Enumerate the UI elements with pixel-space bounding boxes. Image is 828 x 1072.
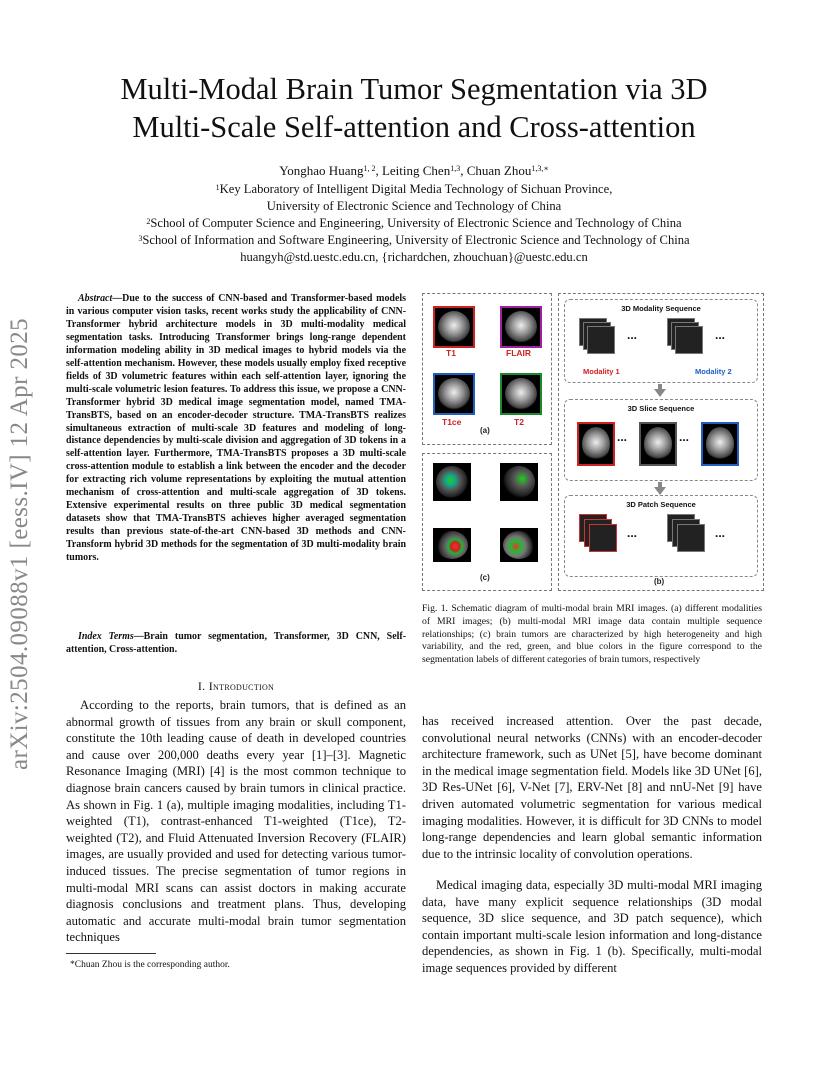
index-terms-label: Index Terms: [78, 631, 134, 642]
ellipsis-5: ...: [627, 526, 638, 540]
modality-2-stack: [667, 318, 705, 356]
author-emails: huangyh@std.uestc.edu.cn, {richardchen, zhouchuan}@uestc.edu.cn: [240, 250, 588, 264]
figure-caption: Fig. 1. Schematic diagram of multi-modal brain MRI images. (a) different modalities of MRI images; (b) multi-modal MRI image data contain multiple sequence relationships; (c) brain tumors are characterized by high heterogeneity and high variability, and the red, green, and blue colors in the figure correspond to the segmentation labels of different categories of brain tumors, respectively: [422, 603, 762, 666]
abstract-label: Abstract: [78, 293, 113, 304]
aff2-sup: 2: [146, 217, 151, 226]
panel-c-label: (c): [480, 573, 490, 582]
intro-paragraph-left: According to the reports, brain tumors, that is defined as an abnormal growth of tissues from any brain or skull component, constitute the 10th leading cause of death in developed countries and cause over 200,000 deaths every year [1]–[3]. Magnetic Resonance Imaging (MRI) [4] is the most common technique to diagnose brain cancers caused by brain tumors in clinical practice. As shown in Fig. 1 (a), multiple imaging modalities, including T1-weighted (T1), contrast-enhanced T1-weighted (T1ce), T2-weighted (T2), and Fluid Attenuated Inversion Recovery (FLAIR) images, are usually provided and used for detecting various tumor-induced tissues. The precise segmentation of tumor regions in multi-modal MRI scans can assist doctors in making accurate diagnosis conclusions and treatment plans. Thus, developing automatic and accurate multi-modal brain tumor segmentation techniques: [66, 698, 406, 945]
index-terms: [66, 631, 406, 657]
paper-title: [60, 70, 768, 146]
figure-1: [422, 293, 764, 593]
affiliation-2: [40, 215, 788, 232]
patch-sequence-title: 3D Patch Sequence: [626, 500, 696, 509]
modality-sequence-box: [564, 299, 758, 383]
author-3-sup: 1,3,∗: [531, 164, 549, 173]
t2-image: [500, 373, 542, 415]
ellipsis-2: ...: [715, 328, 726, 342]
t2-label: T2: [514, 417, 524, 427]
t1ce-image: [433, 373, 475, 415]
aff3-sup: 3: [138, 234, 143, 243]
author-3: Chuan Zhou: [466, 163, 532, 178]
ellipsis-4: ...: [679, 430, 690, 444]
modality-1-label: Modality 1: [583, 367, 620, 376]
title-line-2: Multi-Scale Self-attention and Cross-attention: [132, 110, 696, 144]
aff1-sup: 1: [215, 183, 220, 192]
tumor-image-2: [500, 463, 538, 501]
t1-image: [433, 306, 475, 348]
author-1: Yonghao Huang: [279, 163, 364, 178]
affiliation-1-line-2: University of Electronic Science and Technology of China: [266, 199, 562, 213]
slice-sequence-title: 3D Slice Sequence: [627, 404, 695, 413]
panel-a-label: (a): [480, 426, 490, 435]
intro-paragraph-right-2: Medical imaging data, especially 3D multi-modal MRI imaging data, have many explicit sequence relationships (3D modal sequence, 3D slice sequence, and 3D patch sequence), which contain important multi-scale lesion information and long-distance dependencies, as shown in Fig. 1 (b). Specifically, multi-modal image sequences provided by different: [422, 878, 762, 975]
ellipsis-1: ...: [627, 328, 638, 342]
affiliation-1: [40, 181, 788, 198]
affiliation-3: [40, 232, 788, 249]
author-2: Leiting Chen: [381, 163, 451, 178]
modality-1-stack: [579, 318, 617, 356]
index-terms-text: —Brain tumor segmentation, Transformer, 3D CNN, Self-attention, Cross-attention.: [66, 631, 406, 655]
tumor-image-1: [433, 463, 471, 501]
ellipsis-3: ...: [617, 430, 628, 444]
patch-stack-1: [579, 514, 617, 552]
footnote-rule: [66, 953, 156, 954]
flair-label: FLAIR: [506, 348, 532, 358]
aff3-text: School of Information and Software Engineering, University of Electronic Science and Technology of China: [142, 233, 690, 247]
modality-2-label: Modality 2: [695, 367, 732, 376]
tumor-image-4: [500, 528, 538, 562]
panel-b-label: (b): [654, 577, 665, 586]
footnote: *Chuan Zhou is the corresponding author.: [70, 960, 230, 970]
abstract-text: —Due to the success of CNN-based and Transformer-based models in various computer vision tasks, recent works study the applicability of CNN-Transformer hybrid architecture models in 3D multi-modality medical segmentation tasks. Introducing Transformer brings long-range dependent information modeling ability in 3D medical images to hybrid models via the self-attention mechanism. However, these models usually employ fixed receptive fields of 3D volumetric features within each self-attention layer, ignoring the multi-scale volumetric lesion features. To address this issue, we propose a CNN-Transformer hybrid 3D medical image segmentation model, named TMA-TransBTS, based on an encoder-decoder structure. TMA-TransBTS realizes simultaneous extraction of multi-scale 3D features and modeling of long-distance dependencies by multi-scale division and aggregation of 3D tokens in a self-attention layer. Furthermore, TMA-TransBTS proposes a 3D multi-scale cross-attention module to establish a link between the encoder and the decoder for extracting rich volume representations by exploiting the mutual attention mechanism of cross-attention and multi-scale aggregation of 3D tokens. Extensive experimental results on three public 3D medical segmentation datasets show that TMA-TransBTS achieves higher averaged segmentation results than previous state-of-the-art CNN-based 3D methods and CNN-Transform hybrid 3D methods for the segmentation of 3D multi-modality brain tumors.: [66, 293, 406, 564]
t1-label: T1: [446, 348, 456, 358]
ellipsis-6: ...: [715, 526, 726, 540]
slice-3: [701, 422, 739, 466]
slice-1: [577, 422, 615, 466]
flair-image: [500, 306, 542, 348]
arrow-1: [654, 389, 666, 397]
intro-paragraph-right-1: has received increased attention. Over the past decade, convolutional neural networks (CNNs) with an encoder-decoder architecture framework, such as UNet [5], have become dominant in the medical image segmentation field. Models like 3D UNet [6], 3D Res-UNet [6], V-Net [7], ERV-Net [8] and nnU-Net [9] have driven automated volumetric segmentation for various medical imaging modalities. However, it is difficult for 3D CNNs to model long-range dependencies and learn global semantic information due to the intrinsic locality of convolution operations.: [422, 714, 762, 861]
author-list: Yonghao Huang$^{1, 2}$, Leiting Chen$^{1,3}$, Chuan Zhou$^{1,3,∗}$: [279, 163, 549, 178]
patch-stack-2: [667, 514, 705, 552]
arrow-2: [654, 487, 666, 495]
slice-sequence-box: [564, 399, 758, 481]
arxiv-identifier: arXiv:2504.09088v1 [eess.IV] 12 Apr 2025: [6, 317, 33, 770]
slice-2: [639, 422, 677, 466]
author-2-sup: 1,3: [450, 164, 461, 173]
patch-sequence-box: [564, 495, 758, 577]
aff2-text: School of Computer Science and Engineering, University of Electronic Science and Technology of China: [150, 216, 682, 230]
modality-sequence-title: 3D Modality Sequence: [621, 304, 701, 313]
author-1-sup: 1, 2: [363, 164, 376, 173]
abstract: [66, 293, 406, 565]
section-heading: I. Introduction: [197, 679, 275, 693]
t1ce-label: T1ce: [442, 417, 462, 427]
title-line-1: Multi-Modal Brain Tumor Segmentation via 3D: [120, 72, 708, 106]
tumor-image-3: [433, 528, 471, 562]
aff1-line1: Key Laboratory of Intelligent Digital Media Technology of Sichuan Province,: [219, 182, 613, 196]
